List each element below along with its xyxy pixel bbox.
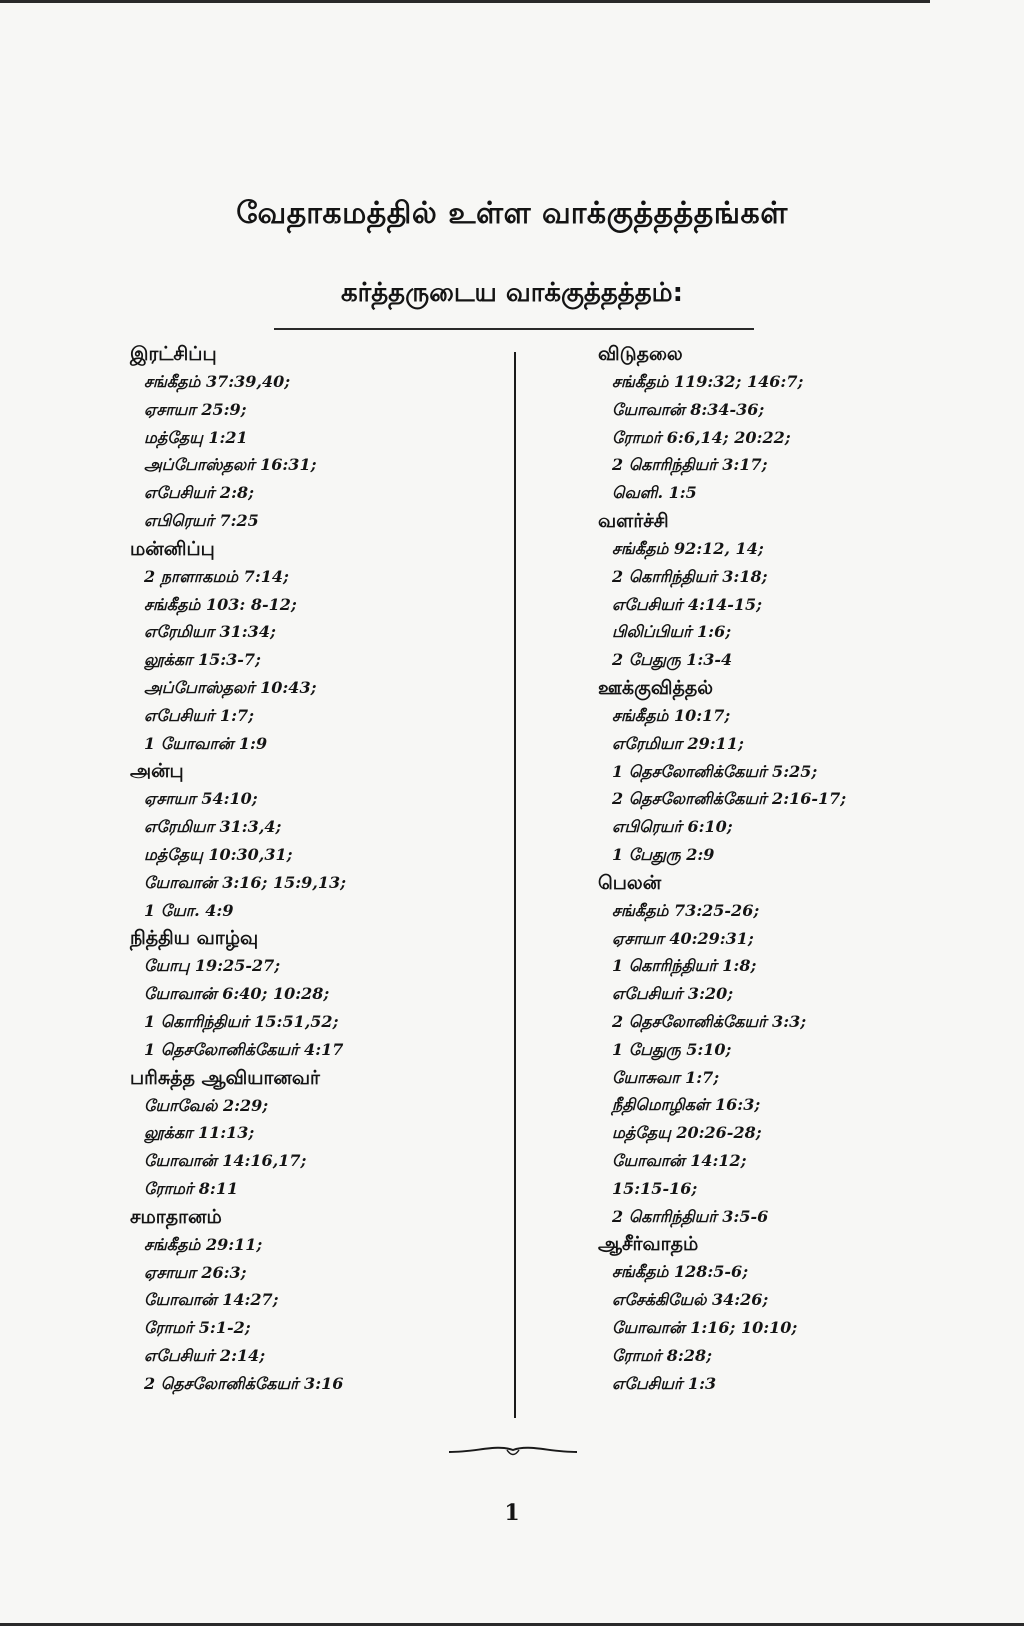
topic-heading: இரட்சிப்பு	[130, 343, 217, 365]
verse-reference: சங்கீதம் 119:32; 146:7;	[612, 372, 804, 391]
topic-heading: விடுதலை	[598, 343, 683, 365]
verse-reference: 1 பேதுரு 5:10;	[612, 1039, 732, 1059]
verse-reference: பிலிப்பியர் 1:6;	[612, 622, 732, 642]
ornament-flourish	[447, 1440, 579, 1460]
topic-section	[598, 674, 978, 869]
topic-heading: பரிசுத்த ஆவியானவர்	[130, 1066, 320, 1089]
verse-reference: 1 பேதுரு 2:9	[612, 844, 715, 864]
verse-reference: 2 தெசலோனிக்கேயர் 3:16	[144, 1373, 344, 1393]
verse-reference: சங்கீதம் 73:25-26;	[612, 900, 760, 920]
topic-section	[130, 535, 500, 758]
verse-reference: ஏசாயா 40:29:31;	[612, 928, 754, 948]
topic-section	[130, 340, 500, 535]
verse-reference: ரோமர் 6:6,14; 20:22;	[612, 427, 791, 447]
verse-reference: யோவான் 3:16; 15:9,13;	[144, 872, 347, 892]
verse-reference: அப்போஸ்தலர் 16:31;	[144, 455, 317, 475]
verse-reference: மத்தேயு 20:26-28;	[612, 1123, 762, 1143]
subtitle-underline	[274, 328, 754, 330]
verse-reference: லூக்கா 11:13;	[144, 1123, 255, 1143]
verse-reference: சங்கீதம் 37:39,40;	[144, 372, 291, 391]
verse-reference: ஏசாயா 25:9;	[144, 399, 247, 419]
verse-reference: எரேமியா 31:3,4;	[144, 817, 282, 837]
verse-reference: மத்தேயு 1:21	[144, 427, 248, 447]
verse-reference: ஏசாயா 26:3;	[144, 1262, 247, 1282]
page-number: 1	[504, 1500, 520, 1526]
verse-reference: எபேசியர் 1:3	[612, 1373, 717, 1393]
verse-reference: சங்கீதம் 10:17;	[612, 705, 731, 725]
topic-heading: அன்பு	[130, 760, 184, 783]
topic-heading: மன்னிப்பு	[130, 537, 215, 560]
verse-reference: சங்கீதம் 29:11;	[144, 1234, 263, 1254]
verse-reference: சங்கீதம் 128:5-6;	[612, 1262, 749, 1282]
topic-heading: ஊக்குவித்தல்	[598, 676, 713, 699]
verse-reference: சங்கீதம் 103: 8-12;	[144, 594, 297, 614]
verse-reference: 1 தெசலோனிக்கேயர் 5:25;	[612, 761, 818, 781]
topic-heading: வளர்ச்சி	[598, 509, 669, 532]
topic-section	[598, 869, 978, 1231]
verse-reference: சங்கீதம் 92:12, 14;	[612, 538, 764, 558]
verse-reference: எபேசியர் 1:7;	[144, 705, 255, 725]
verse-reference: யோவான் 1:16; 10:10;	[612, 1317, 798, 1337]
verse-reference: எபேசியர் 2:14;	[144, 1345, 266, 1365]
verse-reference: யோவான் 14:16,17;	[144, 1151, 307, 1171]
verse-reference: 1 யோவான் 1:9	[144, 733, 268, 753]
verse-reference: யோவான் 6:40; 10:28;	[144, 984, 330, 1004]
top-border-line	[0, 0, 930, 3]
topic-section	[598, 1230, 978, 1397]
verse-reference: எரேமியா 31:34;	[144, 622, 276, 642]
verse-reference: ஏசாயா 54:10;	[144, 789, 258, 809]
verse-reference: 1 தெசலோனிக்கேயர் 4:17	[144, 1039, 344, 1059]
topic-heading: சமாதானம்	[130, 1205, 222, 1228]
verse-reference: யோவான் 14:27;	[144, 1290, 279, 1310]
verse-reference: எபேசியர் 3:20;	[612, 984, 734, 1004]
page-subtitle: கர்த்தருடைய வாக்குத்தத்தம்:	[341, 278, 683, 308]
verse-reference: 2 தெசலோனிக்கேயர் 3:3;	[612, 1011, 807, 1031]
verse-reference: 1 யோ. 4:9	[144, 900, 234, 920]
topic-section	[130, 757, 500, 924]
verse-reference: யோபு 19:25-27;	[144, 956, 281, 976]
page-title: வேதாகமத்தில் உள்ள வாக்குத்தத்தங்கள்	[236, 196, 788, 231]
verse-reference: நீதிமொழிகள் 16:3;	[612, 1095, 761, 1115]
verse-reference: 2 பேதுரு 1:3-4	[612, 650, 733, 670]
verse-reference: யோவான் 14:12;	[612, 1150, 747, 1170]
verse-reference: எபேசியர் 2:8;	[144, 483, 255, 503]
verse-reference: அப்போஸ்தலர் 10:43;	[144, 677, 317, 697]
verse-reference: ரோமர் 8:11	[144, 1178, 239, 1198]
topic-section	[130, 1203, 500, 1398]
verse-reference: 2 கொரிந்தியர் 3:18;	[612, 566, 768, 586]
verse-reference: எபிரெயர் 7:25	[144, 510, 259, 530]
verse-reference: 1 கொரிந்தியர் 15:51,52;	[144, 1011, 339, 1031]
topic-section	[130, 1064, 500, 1203]
topic-heading: நித்திய வாழ்வு	[130, 927, 259, 950]
topic-section	[130, 924, 500, 1063]
left-column	[130, 340, 500, 1398]
verse-reference: 2 தெசலோனிக்கேயர் 2:16-17;	[612, 789, 847, 809]
right-column	[598, 340, 978, 1397]
verse-reference: 15:15-16;	[612, 1178, 698, 1198]
verse-reference: எரேமியா 29:11;	[612, 733, 744, 753]
verse-reference: ரோமர் 5:1-2;	[144, 1318, 251, 1338]
topic-section	[598, 507, 978, 674]
topic-heading: பெலன்	[598, 871, 662, 894]
verse-reference: 2 நாளாகமம் 7:14;	[144, 566, 289, 586]
verse-reference: வெளி. 1:5	[612, 483, 697, 503]
verse-reference: லூக்கா 15:3-7;	[144, 650, 261, 670]
verse-reference: யோசுவா 1:7;	[612, 1067, 720, 1087]
verse-reference: எபேசியர் 4:14-15;	[612, 594, 763, 614]
topic-section	[598, 340, 978, 507]
verse-reference: எசேக்கியேல் 34:26;	[612, 1290, 769, 1310]
verse-reference: யோவேல் 2:29;	[144, 1095, 269, 1115]
verse-reference: எபிரெயர் 6:10;	[612, 817, 733, 837]
verse-reference: 2 கொரிந்தியர் 3:5-6	[612, 1206, 769, 1226]
column-divider	[514, 352, 516, 1418]
verse-reference: 1 கொரிந்தியர் 1:8;	[612, 956, 757, 976]
verse-reference: மத்தேயு 10:30,31;	[144, 844, 293, 864]
verse-reference: யோவான் 8:34-36;	[612, 399, 765, 419]
topic-heading: ஆசீர்வாதம்	[598, 1233, 699, 1256]
verse-reference: 2 கொரிந்தியர் 3:17;	[612, 455, 768, 475]
verse-reference: ரோமர் 8:28;	[612, 1345, 712, 1365]
